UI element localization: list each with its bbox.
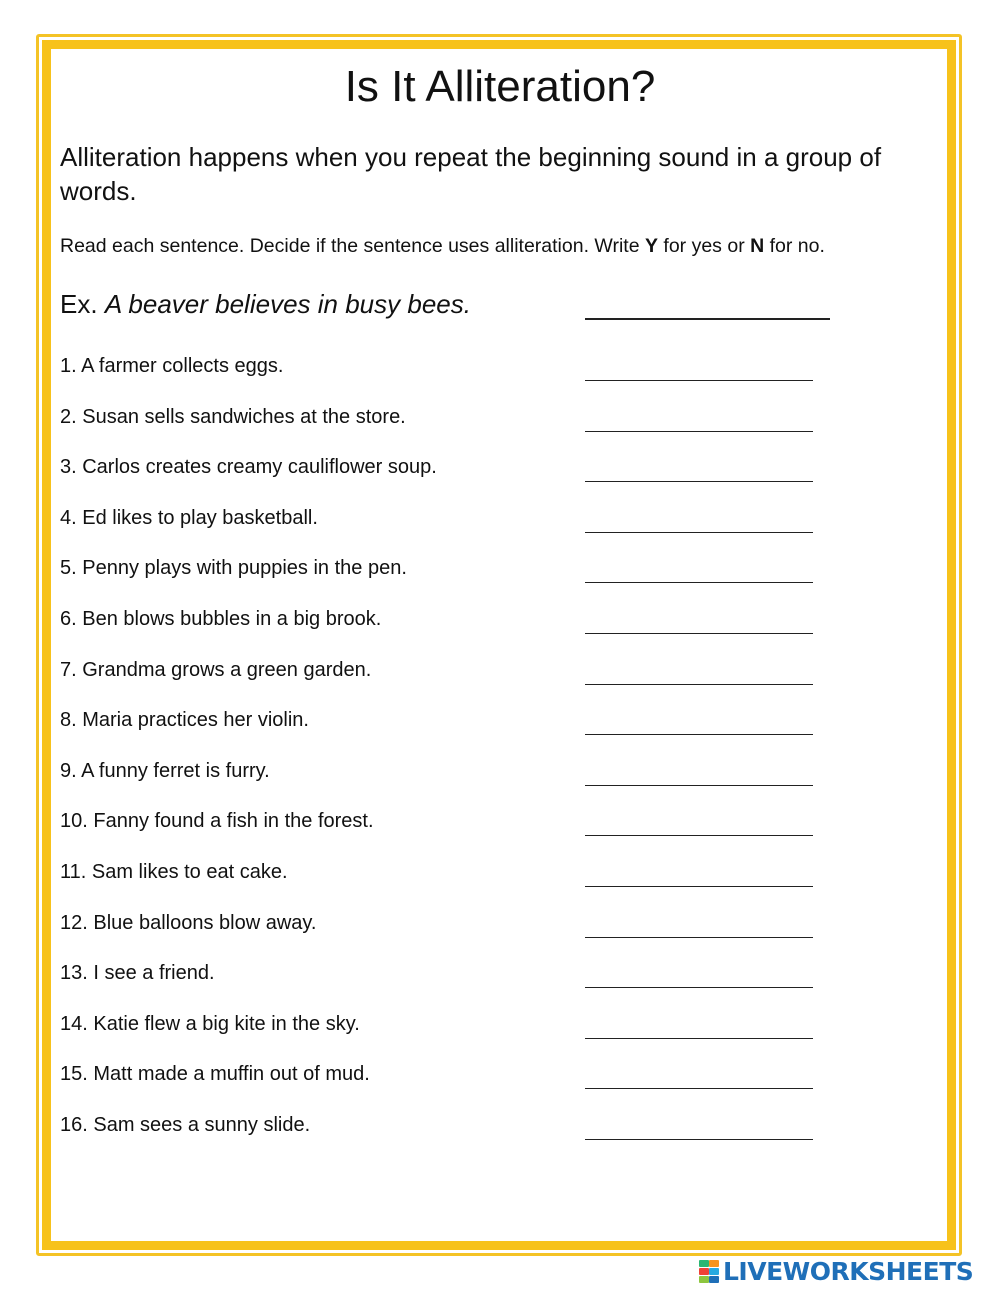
instructions-part2: for yes or: [658, 235, 751, 257]
example-prefix: Ex.: [60, 289, 98, 319]
question-text: 11. Sam likes to eat cake.: [60, 861, 288, 883]
answer-blank[interactable]: [585, 532, 813, 533]
intro-text: Alliteration happens when you repeat the beginning sound in a group of words.: [60, 142, 882, 206]
worksheet-title: Is It Alliteration?: [344, 62, 656, 111]
question-text: 13. I see a friend.: [60, 962, 215, 985]
instructions-part3: for no.: [764, 235, 825, 257]
question-text: 15. Matt made a muffin out of mud.: [60, 1063, 370, 1086]
instructions-text: [60, 233, 930, 259]
answer-blank[interactable]: [585, 1038, 813, 1039]
footer-brand: [697, 1256, 973, 1286]
question-text: 1. A farmer collects eggs.: [60, 355, 284, 377]
answer-blank[interactable]: [585, 684, 813, 685]
instructions-part1: Read each sentence. Decide if the sentence uses alliteration. Write: [60, 235, 645, 257]
answer-blank[interactable]: [585, 937, 813, 938]
answer-blank[interactable]: [585, 785, 813, 786]
question-text: 6. Ben blows bubbles in a big brook.: [60, 608, 382, 630]
question-text: 7. Grandma grows a green garden.: [60, 658, 372, 681]
answer-blank[interactable]: [585, 1139, 813, 1140]
answer-blank[interactable]: [585, 582, 813, 583]
question-text: 3. Carlos creates creamy cauliflower soup.: [60, 456, 437, 479]
example-row: [60, 287, 471, 321]
answer-blank[interactable]: [585, 380, 813, 381]
yes-letter: Y: [644, 235, 658, 257]
question-text: 14. Katie flew a big kite in the sky.: [60, 1012, 360, 1035]
answer-blank[interactable]: [585, 633, 813, 634]
question-text: 9. A funny ferret is furry.: [60, 759, 270, 782]
example-answer-line: [585, 318, 830, 320]
footer-brand-text: LIVEWORKSHEETS: [723, 1256, 974, 1286]
example-sentence: A beaver believes in busy bees.: [104, 289, 471, 319]
answer-blank[interactable]: [585, 481, 813, 482]
question-text: 5. Penny plays with puppies in the pen.: [60, 557, 407, 580]
question-text: 12. Blue balloons blow away.: [60, 911, 317, 934]
answer-blank[interactable]: [585, 987, 813, 988]
question-text: 16. Sam sees a sunny slide.: [60, 1114, 311, 1136]
question-text: 4. Ed likes to play basketball.: [60, 506, 318, 529]
answer-blank[interactable]: [585, 431, 813, 432]
no-letter: N: [750, 235, 765, 257]
question-text: 8. Maria practices her violin.: [60, 709, 309, 732]
answer-blank[interactable]: [585, 886, 813, 887]
answer-blank[interactable]: [585, 835, 813, 836]
answer-blank[interactable]: [585, 734, 813, 735]
answer-blank[interactable]: [585, 1088, 813, 1089]
question-text: 10. Fanny found a fish in the forest.: [60, 810, 374, 833]
question-text: 2. Susan sells sandwiches at the store.: [60, 405, 406, 428]
liveworksheets-logo-icon: [697, 1258, 721, 1284]
